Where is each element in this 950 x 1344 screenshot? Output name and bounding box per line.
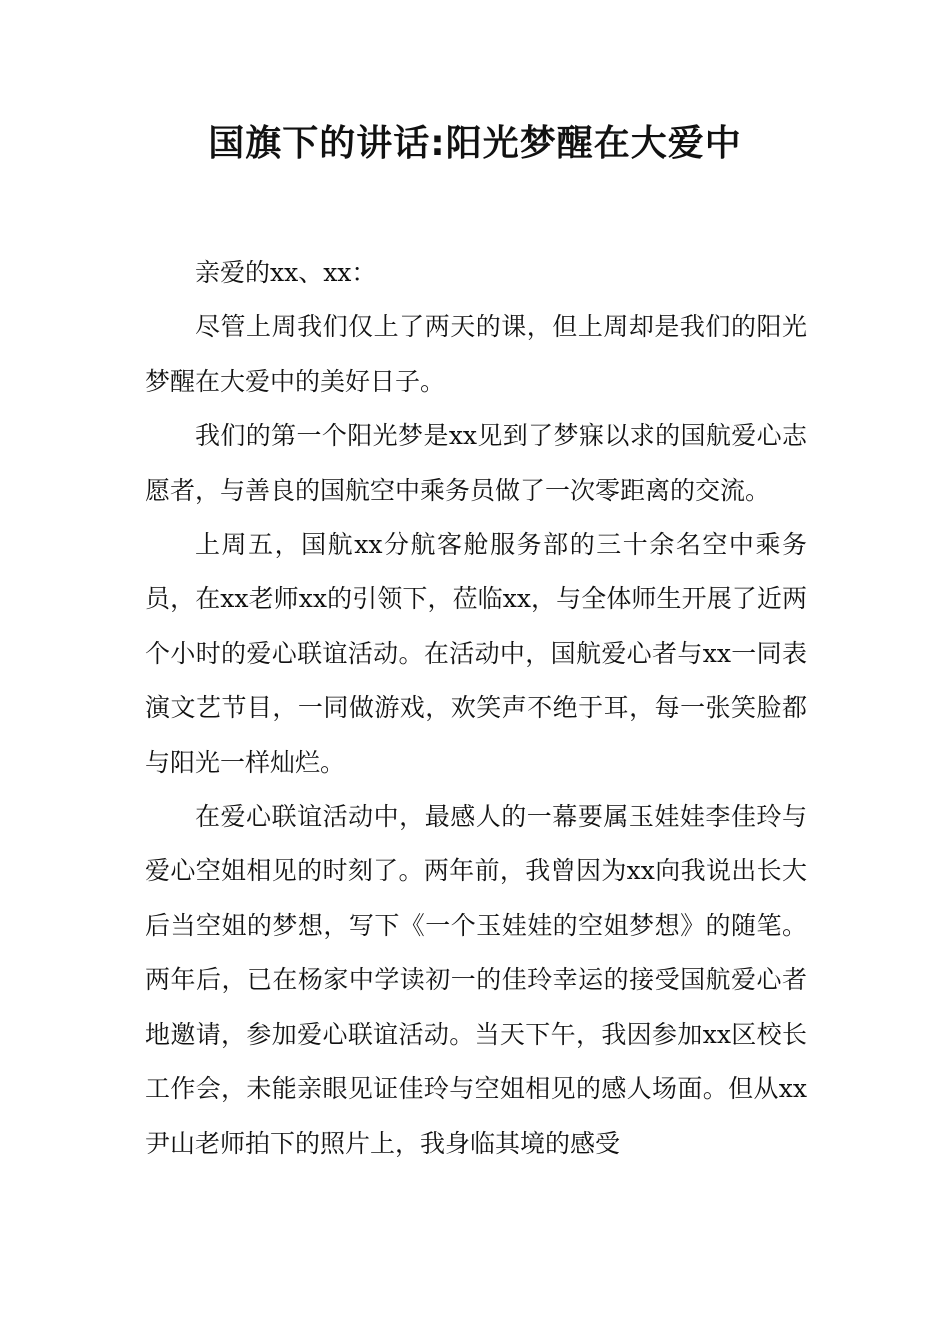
- paragraph-2: 我们的第一个阳光梦是xx见到了梦寐以求的国航爱心志愿者，与善良的国航空中乘务员做了一次零距离的交流。: [145, 421, 807, 505]
- document-title: 国旗下的讲话:阳光梦醒在大爱中: [208, 123, 742, 164]
- document-body: [145, 246, 807, 1171]
- paragraph-1: 尽管上周我们仅上了两天的课，但上周却是我们的阳光梦醒在大爱中的美好日子。: [145, 312, 807, 396]
- paragraph-3: 上周五，国航xx分航客舱服务部的三十余名空中乘务员，在xx老师xx的引领下，莅临xx，与全体师生开展了近两个小时的爱心联谊活动。在活动中，国航爱心者与xx一同表演文艺节目，一同做游戏，欢笑声不绝于耳，每一张笑脸都与阳光一样灿烂。: [145, 530, 807, 777]
- salutation: 亲爱的xx、xx：: [195, 258, 377, 287]
- paragraph-4: 在爱心联谊活动中，最感人的一幕要属玉娃娃李佳玲与爱心空姐相见的时刻了。两年前，我曾因为xx向我说出长大后当空姐的梦想，写下《一个玉娃娃的空姐梦想》的随笔。两年后，已在杨家中学读初一的佳玲幸运的接受国航爱心者地邀请，参加爱心联谊活动。当天下午，我因参加xx区校长工作会，未能亲眼见证佳玲与空姐相见的感人场面。但从xx尹山老师拍下的照片上，我身临其境的感受: [145, 802, 807, 1158]
